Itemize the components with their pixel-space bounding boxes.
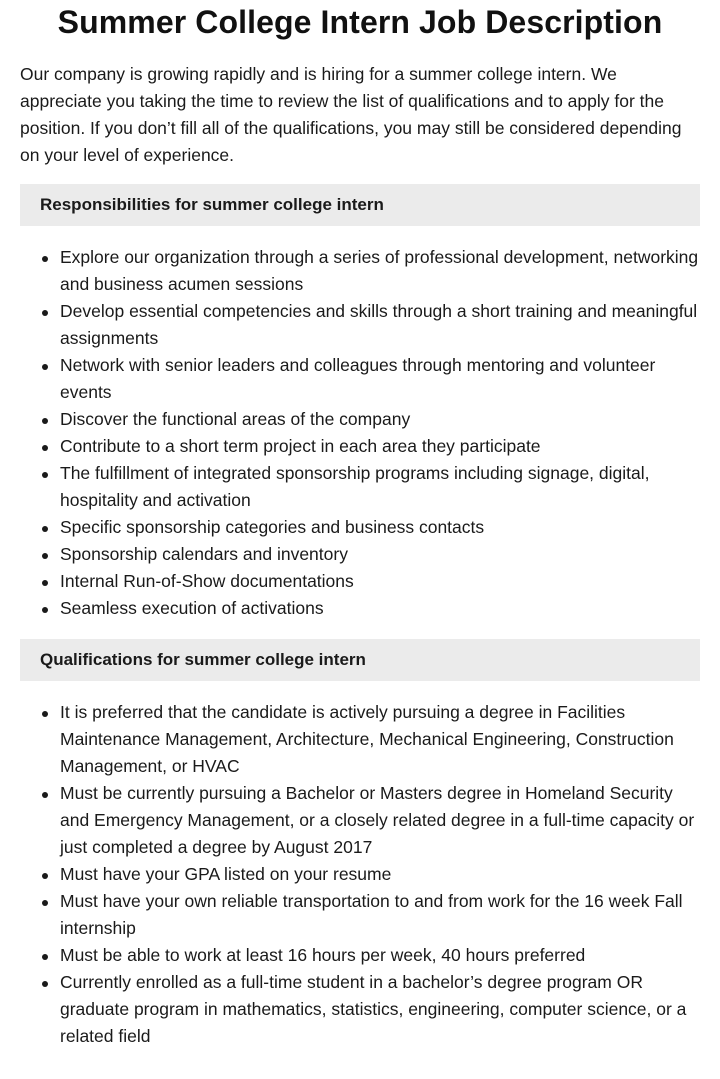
list-item: Develop essential competencies and skills through a short training and meaningful assignments [60,298,700,352]
list-item: Network with senior leaders and colleagues through mentoring and volunteer events [60,352,700,406]
list-item: Must be currently pursuing a Bachelor or Masters degree in Homeland Security and Emergency Management, or a closely related degree in a full-time capacity or just completed a degree by August 2017 [60,780,700,861]
list-item: Sponsorship calendars and inventory [60,541,700,568]
list-item: Internal Run-of-Show documentations [60,568,700,595]
intro-paragraph: Our company is growing rapidly and is hiring for a summer college intern. We appreciate you taking the time to review the list of qualifications and to apply for the position. If you don’t fill all of the qualifications, you may still be considered depending on your level of experience. [20,64,682,165]
qualifications-heading: Qualifications for summer college intern [20,639,700,681]
responsibilities-heading: Responsibilities for summer college intern [20,184,700,226]
page-title: Summer College Intern Job Description [57,4,663,40]
list-item: The fulfillment of integrated sponsorship programs including signage, digital, hospitality and activation [60,460,700,514]
list-item: Discover the functional areas of the company [60,406,700,433]
list-item: Specific sponsorship categories and business contacts [60,514,700,541]
list-item: Must have your GPA listed on your resume [60,861,700,888]
list-item: Must be able to work at least 16 hours per week, 40 hours preferred [60,942,700,969]
list-item: Seamless execution of activations [60,595,700,622]
list-item: Must have your own reliable transportation to and from work for the 16 week Fall internship [60,888,700,942]
qualifications-list [20,699,700,1050]
list-item: It is preferred that the candidate is actively pursuing a degree in Facilities Maintenance Management, Architecture, Mechanical Engineering, Construction Management, or HVAC [60,699,700,780]
list-item: Contribute to a short term project in each area they participate [60,433,700,460]
list-item: Explore our organization through a series of professional development, networking and business acumen sessions [60,244,700,298]
responsibilities-list [20,244,700,622]
list-item: Currently enrolled as a full-time student in a bachelor’s degree program OR graduate program in mathematics, statistics, engineering, computer science, or a related field [60,969,700,1050]
